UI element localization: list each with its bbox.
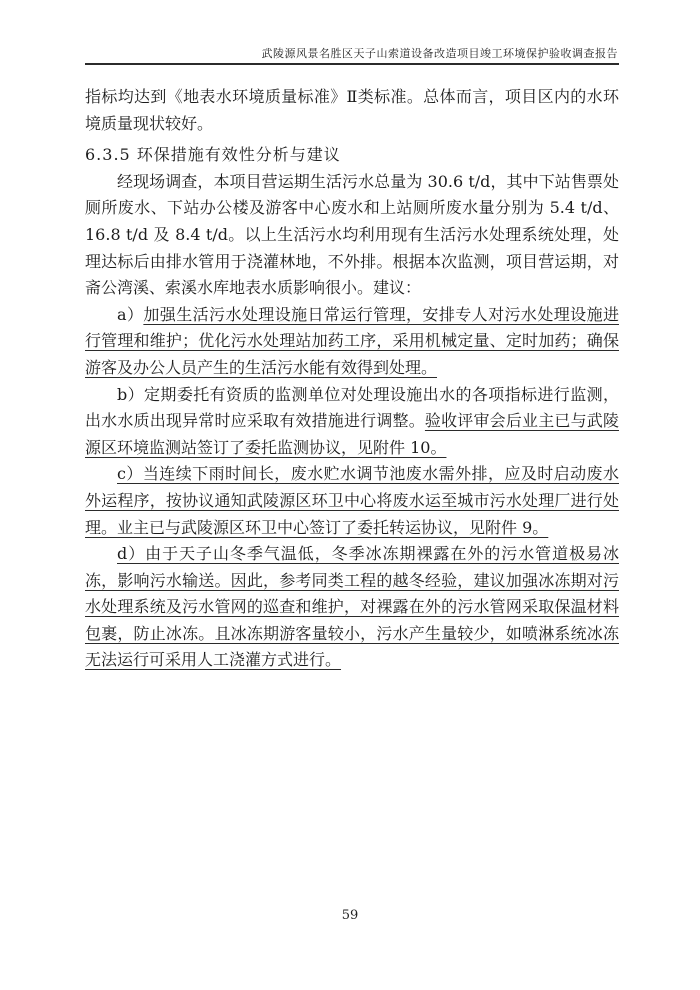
recommendation-item-b xyxy=(85,382,619,462)
paragraph-water-quality-conclusion: 指标均达到《地表水环境质量标准》Ⅱ类标准。总体而言，项目区内的水环境质量现状较好。 xyxy=(85,87,619,133)
recommendation-item-a xyxy=(85,302,619,382)
page-number: 59 xyxy=(341,908,359,923)
item-a-marker: a） xyxy=(117,304,144,324)
report-header-title: 武陵源风景名胜区天子山索道设备改造项目竣工环境保护验收调查报告 xyxy=(261,47,618,60)
item-c-underlined-text: c）当连续下雨时间长，废水贮水调节池废水需外排，应及时启动废水外运程序，按协议通知武陵源区环卫中心将废水运至城市污水处理厂进行处理。业主已与武陵源区环卫中心签订了委托转运协议，见附件 9。 xyxy=(85,464,619,537)
section-heading-6-3-5: 6.3.5 环保措施有效性分析与建议 xyxy=(85,145,341,165)
paragraph-sewage-survey: 经现场调查，本项目营运期生活污水总量为 30.6 t/d，其中下站售票处厕所废水、下站办公楼及游客中心废水和上站厕所废水量分别为 5.4 t/d、16.8 t/d 及 8.4 t/d。以上生活污水均利用现有生活污水处理系统处理，处理达标后由排水管用于浇灌林地，不外排。根据本次监测，项目营运期，对斋公湾溪、索溪水库地表水质影响很小。建议： xyxy=(85,171,619,298)
item-d-underlined-text: d）由于天子山冬季气温低，冬季冰冻期裸露在外的污水管道极易冰冻，影响污水输送。因此，参考同类工程的越冬经验，建议加强冰冻期对污水处理系统及污水管网的巡查和维护，对裸露在外的污水管网采取保温材料包裹，防止冰冻。且冰冻期游客量较小，污水产生量较少，如喷淋系统冰冻无法运行可采用人工浇灌方式进行。 xyxy=(85,544,619,670)
item-a-underlined-text: 加强生活污水处理设施日常运行管理，安排专人对污水处理设施进行管理和维护；优化污水处理站加药工序，采用机械定量、定时加药；确保游客及办公人员产生的生活污水能有效得到处理。 xyxy=(85,304,619,377)
header-rule xyxy=(85,63,619,65)
recommendation-item-c xyxy=(85,461,619,541)
item-b-underlined-text: 验收评审会后业主已与武陵源区环境监测站签订了委托监测协议，见附件 10。 xyxy=(85,411,619,457)
item-b-plain-text: 定期委托有资质的监测单位对处理设施出水的各项指标进行监测，出水水质出现异常时应采取有效措施进行调整。 xyxy=(85,384,619,431)
recommendation-item-d xyxy=(85,541,619,674)
document-body xyxy=(85,84,619,674)
item-b-marker: b） xyxy=(117,384,145,404)
